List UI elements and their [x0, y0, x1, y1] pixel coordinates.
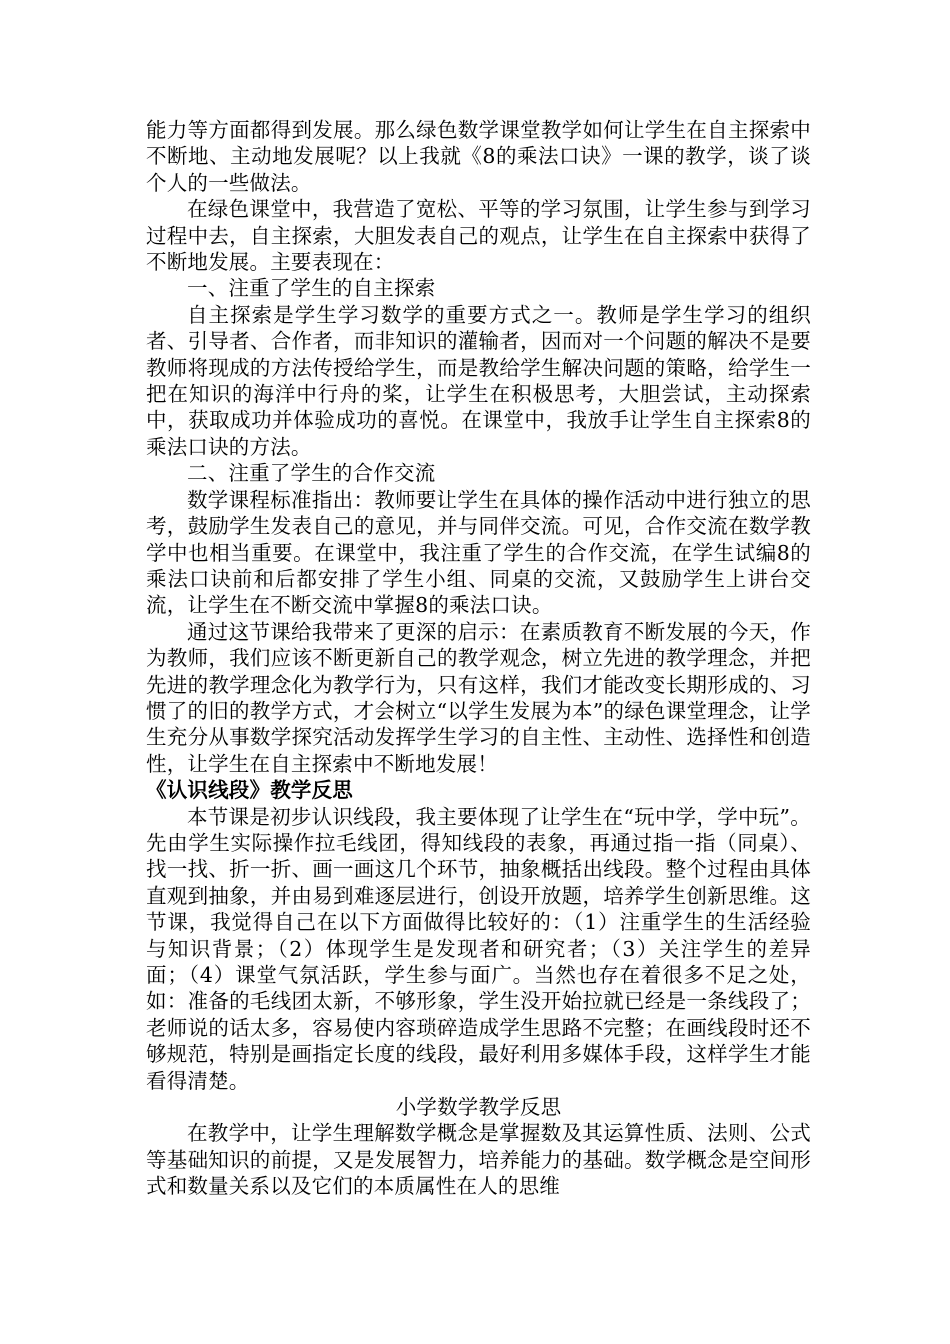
section-heading-self-exploration: 一、注重了学生的自主探索 [187, 276, 436, 301]
article-title-primary-math: 小学数学教学反思 [395, 1095, 562, 1120]
paragraph-green-classroom: 在绿色课堂中，我营造了宽松、平等的学习氛围，让学生参与到学习过程中去，自主探索，大胆发表自己的观点，让学生在自主探索中获得了不断地发展。主要表现在： [146, 197, 811, 275]
paragraph-math-concepts: 在教学中，让学生理解数学概念是掌握数及其运算性质、法则、公式等基础知识的前提，又是发展智力，培养能力的基础。数学概念是空间形式和数量关系以及它们的本质属性在人的思维 [146, 1121, 811, 1199]
article-title-line-segment: 《认识线段》教学反思 [146, 778, 353, 803]
document-page [146, 117, 811, 1200]
paragraph-line-segment: 本节课是初步认识线段，我主要体现了让学生在“玩中学，学中玩”。先由学生实际操作拉毛线团，得知线段的表象，再通过指一指（同桌）、找一找、折一折、画一画这几个环节，抽象概括出线段。整个过程由具体直观到抽象，并由易到难逐层进行，创设开放题，培养学生创新思维。这节课，我觉得自己在以下方面做得比较好的：（1）注重学生的生活经验与知识背景；（2）体现学生是发现者和研究者；（3）关注学生的差异面；（4）课堂气氛活跃，学生参与面广。当然也存在着很多不足之处，如：准备的毛线团太新，不够形象，学生没开始拉就已经是一条线段了；老师说的话太多，容易使内容琐碎造成学生思路不完整；在画线段时还不够规范，特别是画指定长度的线段，最好利用多媒体手段，这样学生才能看得清楚。 [146, 804, 811, 1093]
paragraph-intro-continued: 能力等方面都得到发展。那么绿色数学课堂教学如何让学生在自主探索中不断地、主动地发展呢？以上我就《8的乘法口诀》一课的教学，谈了谈个人的一些做法。 [146, 118, 811, 195]
section-heading-cooperation: 二、注重了学生的合作交流 [187, 461, 436, 486]
paragraph-enlightenment: 通过这节课给我带来了更深的启示：在素质教育不断发展的今天，作为教师，我们应该不断更新自己的教学观念，树立先进的教学理念，并把先进的教学理念化为教学行为，只有这样，我们才能改变长期形成的、习惯了的旧的教学方式，才会树立“以学生发展为本”的绿色课堂理念，让学生充分从事数学探究活动发挥学生学习的自主性、主动性、选择性和创造性，让学生在自主探索中不断地发展！ [146, 619, 811, 776]
paragraph-cooperation: 数学课程标准指出：教师要让学生在具体的操作活动中进行独立的思考，鼓励学生发表自己的意见，并与同伴交流。可见，合作交流在数学教学中也相当重要。在课堂中，我注重了学生的合作交流，在学生试编8的乘法口诀前和后都安排了学生小组、同桌的交流，又鼓励学生上讲台交流，让学生在不断交流中掌握8的乘法口诀。 [146, 487, 811, 618]
paragraph-self-exploration: 自主探索是学生学习数学的重要方式之一。教师是学生学习的组织者、引导者、合作者，而非知识的灌输者，因而对一个问题的解决不是要教师将现成的方法传授给学生，而是教给学生解决问题的策略，给学生一把在知识的海洋中行舟的桨，让学生在积极思考，大胆尝试，主动探索中，获取成功并体验成功的喜悦。在课堂中，我放手让学生自主探索8的乘法口诀的方法。 [146, 302, 811, 459]
